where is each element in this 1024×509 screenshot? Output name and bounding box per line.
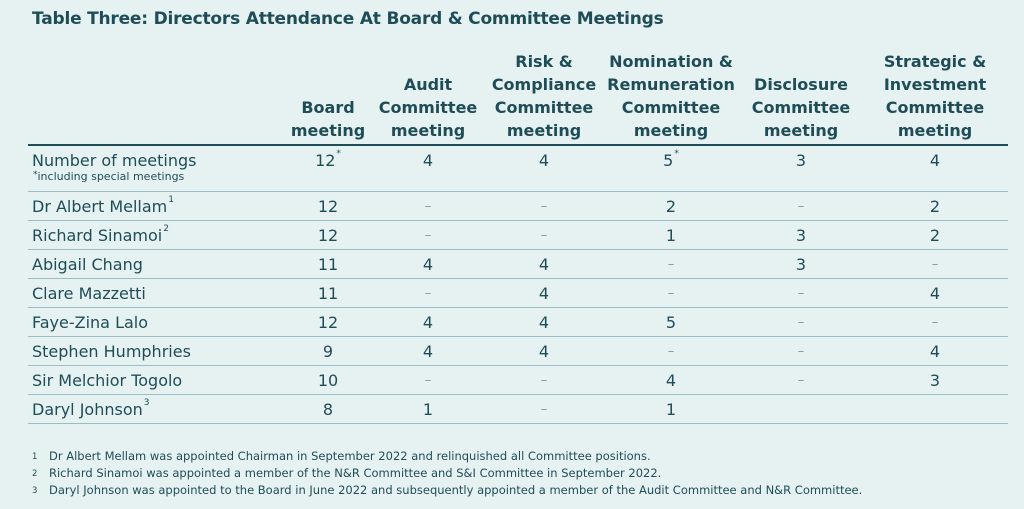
header-line: Committee — [494, 98, 594, 117]
attendance-audit: 4 — [370, 308, 486, 337]
attendance-nomination-remuneration: – — [602, 250, 740, 279]
director-row — [28, 308, 1008, 337]
header-audit-meeting — [370, 50, 486, 145]
footnote — [32, 465, 862, 482]
director-name: Faye-Zina Lalo — [32, 312, 149, 332]
attendance-board: 12 — [286, 192, 370, 221]
attendance-audit: 4 — [370, 337, 486, 366]
attendance-board: 11 — [286, 279, 370, 308]
meetings-count-value: 12 — [315, 151, 336, 170]
header-strategic-investment-meeting — [862, 50, 1008, 145]
header-line: meeting — [633, 121, 709, 140]
footnote-number: 2 — [32, 469, 38, 479]
meetings-count-value: 4 — [929, 151, 941, 170]
meetings-count-value: 3 — [795, 151, 807, 170]
header-row — [28, 50, 1008, 145]
meetings-count-value: 4 — [538, 151, 550, 170]
director-name-cell — [28, 221, 286, 250]
meetings-label-cell — [28, 145, 286, 192]
meetings-count-mark: * — [336, 149, 341, 159]
director-name-cell — [28, 250, 286, 279]
director-row — [28, 366, 1008, 395]
meetings-count-value: 5 — [663, 151, 674, 170]
attendance-table-container — [28, 50, 1008, 424]
attendance-disclosure: 3 — [740, 221, 862, 250]
director-row — [28, 192, 1008, 221]
footnote-text: Richard Sinamoi was appointed a member of the N&R Committee and S&I Committee in September 2022. — [49, 466, 662, 480]
header-name-column — [28, 50, 286, 145]
meetings-sublabel — [32, 171, 286, 183]
attendance-board: 9 — [286, 337, 370, 366]
meetings-count-audit — [370, 145, 486, 192]
attendance-audit: – — [370, 279, 486, 308]
attendance-risk-compliance: 4 — [486, 250, 602, 279]
header-risk-compliance-meeting — [486, 50, 602, 145]
attendance-board: 12 — [286, 221, 370, 250]
attendance-risk-compliance: 4 — [486, 308, 602, 337]
director-name-cell — [28, 308, 286, 337]
attendance-board: 10 — [286, 366, 370, 395]
header-disclosure-meeting — [740, 50, 862, 145]
attendance-strategic-investment: – — [862, 250, 1008, 279]
attendance-audit: – — [370, 192, 486, 221]
attendance-strategic-investment: 2 — [862, 221, 1008, 250]
attendance-disclosure: – — [740, 279, 862, 308]
attendance-risk-compliance: – — [486, 366, 602, 395]
footnote-text: Dr Albert Mellam was appointed Chairman in September 2022 and relinquished all Committee positions. — [49, 449, 651, 463]
number-of-meetings-row — [28, 145, 1008, 192]
meetings-count-risk-compliance — [486, 145, 602, 192]
footnotes — [32, 448, 862, 499]
attendance-audit: 1 — [370, 395, 486, 424]
footnote-number: 3 — [32, 486, 38, 496]
footnote-mark: 3 — [143, 397, 150, 408]
director-name: Clare Mazzetti — [32, 283, 146, 303]
director-row — [28, 395, 1008, 424]
meetings-count-nomination-remuneration — [602, 145, 740, 192]
director-name: Abigail Chang — [32, 254, 143, 274]
attendance-board: 11 — [286, 250, 370, 279]
header-line: meeting — [763, 121, 839, 140]
header-line: meeting — [506, 121, 582, 140]
attendance-strategic-investment: 3 — [862, 366, 1008, 395]
header-line: meeting — [390, 121, 466, 140]
header-line: Compliance — [491, 75, 597, 94]
attendance-risk-compliance: – — [486, 192, 602, 221]
attendance-strategic-investment — [862, 395, 1008, 424]
attendance-risk-compliance: – — [486, 395, 602, 424]
attendance-audit: – — [370, 221, 486, 250]
attendance-disclosure: – — [740, 192, 862, 221]
director-name: Sir Melchior Togolo — [32, 370, 183, 390]
table-title: Table Three: Directors Attendance At Board & Committee Meetings — [32, 9, 664, 29]
director-name: Dr Albert Mellam — [32, 196, 168, 216]
attendance-board: 12 — [286, 308, 370, 337]
attendance-disclosure: – — [740, 308, 862, 337]
director-name-cell — [28, 337, 286, 366]
header-line: meeting — [897, 121, 973, 140]
header-board-meeting — [286, 50, 370, 145]
attendance-strategic-investment: – — [862, 308, 1008, 337]
attendance-disclosure: 3 — [740, 250, 862, 279]
meetings-count-disclosure — [740, 145, 862, 192]
attendance-board: 8 — [286, 395, 370, 424]
director-name: Richard Sinamoi — [32, 225, 163, 245]
header-nomination-remuneration-meeting — [602, 50, 740, 145]
meetings-count-mark: * — [674, 149, 679, 159]
attendance-audit: 4 — [370, 250, 486, 279]
header-line: Disclosure — [754, 75, 848, 94]
attendance-nomination-remuneration: 2 — [602, 192, 740, 221]
attendance-risk-compliance: – — [486, 221, 602, 250]
header-line: Investment — [883, 75, 987, 94]
header-line: Risk & — [515, 52, 573, 71]
director-row — [28, 279, 1008, 308]
director-name: Stephen Humphries — [32, 341, 191, 361]
footnote-text: Daryl Johnson was appointed to the Board in June 2022 and subsequently appointed a member of the Audit Committee and N&R Committee. — [49, 483, 863, 497]
director-name-cell — [28, 279, 286, 308]
meetings-count-strategic-investment — [862, 145, 1008, 192]
header-line: Nomination & — [609, 52, 733, 71]
header-line: Committee — [378, 98, 478, 117]
meetings-count-value: 4 — [422, 151, 434, 170]
footnote-mark: 1 — [168, 194, 174, 205]
attendance-nomination-remuneration: – — [602, 279, 740, 308]
attendance-strategic-investment: 4 — [862, 337, 1008, 366]
attendance-risk-compliance: 4 — [486, 279, 602, 308]
director-row — [28, 337, 1008, 366]
attendance-disclosure: – — [740, 366, 862, 395]
footnote — [32, 482, 862, 499]
attendance-strategic-investment: 4 — [862, 279, 1008, 308]
header-line: meeting — [290, 121, 366, 140]
footnote — [32, 448, 862, 465]
attendance-disclosure: – — [740, 337, 862, 366]
header-line: Strategic & — [883, 52, 987, 71]
director-row — [28, 250, 1008, 279]
director-name: Daryl Johnson — [32, 399, 143, 419]
attendance-strategic-investment: 2 — [862, 192, 1008, 221]
attendance-nomination-remuneration: 4 — [602, 366, 740, 395]
header-line: Committee — [621, 98, 721, 117]
header-line: Committee — [751, 98, 851, 117]
header-line: Committee — [885, 98, 985, 117]
attendance-nomination-remuneration: – — [602, 337, 740, 366]
attendance-nomination-remuneration: 5 — [602, 308, 740, 337]
attendance-disclosure — [740, 395, 862, 424]
header-line: Board — [301, 98, 355, 117]
meetings-sublabel-mark: * — [33, 170, 38, 180]
director-row — [28, 221, 1008, 250]
footnote-mark: 2 — [163, 223, 169, 234]
attendance-risk-compliance: 4 — [486, 337, 602, 366]
meetings-count-board — [286, 145, 370, 192]
attendance-nomination-remuneration: 1 — [602, 395, 740, 424]
footnote-number: 1 — [32, 452, 38, 462]
header-line: Remuneration — [607, 75, 735, 94]
meetings-label: Number of meetings — [32, 151, 197, 170]
header-line: Audit — [403, 75, 453, 94]
meetings-sublabel-text: including special meetings — [37, 170, 185, 183]
director-name-cell — [28, 192, 286, 221]
director-name-cell — [28, 366, 286, 395]
attendance-audit: – — [370, 366, 486, 395]
director-name-cell — [28, 395, 286, 424]
attendance-table — [28, 50, 1008, 424]
attendance-nomination-remuneration: 1 — [602, 221, 740, 250]
